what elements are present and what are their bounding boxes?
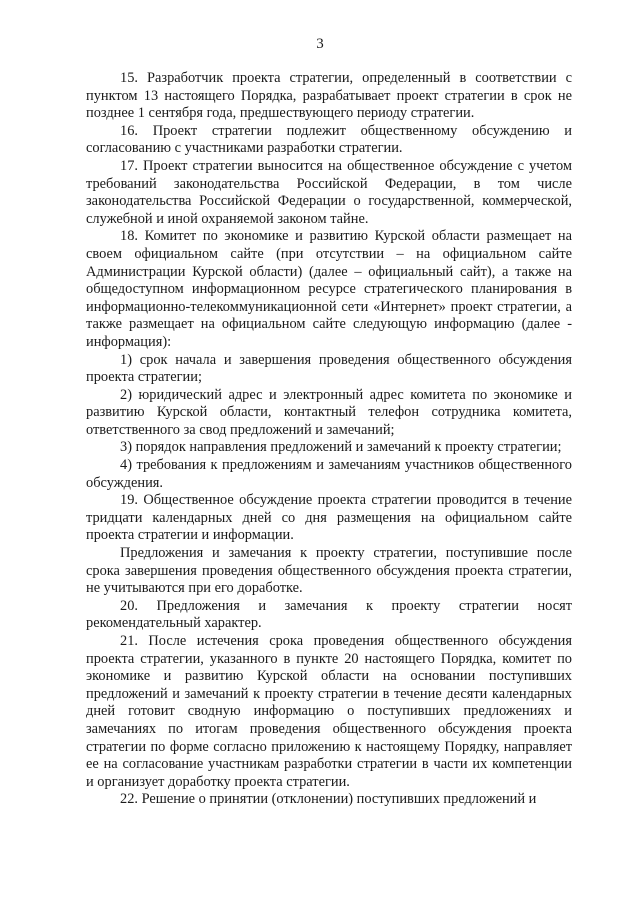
list-item-4: 4) требования к предложениям и замечаниям участников общественного обсуждения. [86, 457, 572, 491]
paragraph-19: 19. Общественное обсуждение проекта стратегии проводится в течение тридцати календарных дней со дня размещения на официальном сайте проекта стратегии и информации. [86, 492, 572, 544]
paragraph-17: 17. Проект стратегии выносится на общественное обсуждение с учетом требований законодательства Российской Федерации, в том числе законодательства Российской Федерации о государственной, коммерческой, служебной и иной охраняемой законом тайне. [86, 157, 572, 227]
list-item-1: 1) срок начала и завершения проведения общественного обсуждения проекта стратегии; [86, 351, 572, 386]
document-body [86, 70, 572, 809]
paragraph-21: 21. После истечения срока проведения общественного обсуждения проекта стратегии, указанного в пункте 20 настоящего Порядка, комитет по экономике и развитию Курской области на основании поступивших предложений и замечаний к проекту стратегии в течение десяти календарных дней готовит сводную информацию о поступивших предложениях и замечаниях по итогам проведения общественного обсуждения проекта стратегии по форме согласно приложению к настоящему Порядку, направляет ее на согласование участникам разработки стратегии в части их компетенции и организует доработку проекта стратегии. [86, 633, 572, 790]
paragraph-18: 18. Комитет по экономике и развитию Курской области размещает на своем официальном сайте (при отсутствии – на официальном сайте Администрации Курской области) (далее – официальный сайт), а также на общедоступном информационном ресурсе стратегического планирования в информационно-телекоммуникационной сети «Интернет» проект стратегии, а также размещает на официальном сайте следующую информацию (далее - информация): [86, 228, 572, 350]
paragraph-20: 20. Предложения и замечания к проекту стратегии носят рекомендательный характер. [86, 597, 572, 632]
paragraph-16: 16. Проект стратегии подлежит общественному обсуждению и согласованию с участниками разработки стратегии. [86, 122, 572, 157]
paragraph-15: 15. Разработчик проекта стратегии, определенный в соответствии с пунктом 13 настоящего Порядка, разрабатывает проект стратегии в срок не позднее 1 сентября года, предшествующего периоду стратегии. [86, 70, 572, 122]
page-number: 3 [316, 36, 324, 52]
list-item-3: 3) порядок направления предложений и замечаний к проекту стратегии; [120, 439, 562, 456]
paragraph-22: 22. Решение о принятии (отклонении) поступивших предложений и [120, 791, 537, 808]
paragraph-19-continued: Предложения и замечания к проекту стратегии, поступившие после срока завершения проведения общественного обсуждения проекта стратегии, не учитываются при его доработке. [86, 545, 572, 597]
list-item-2: 2) юридический адрес и электронный адрес комитета по экономике и развитию Курской области, контактный телефон сотрудника комитета, ответственного за свод предложений и замечаний; [86, 386, 572, 438]
